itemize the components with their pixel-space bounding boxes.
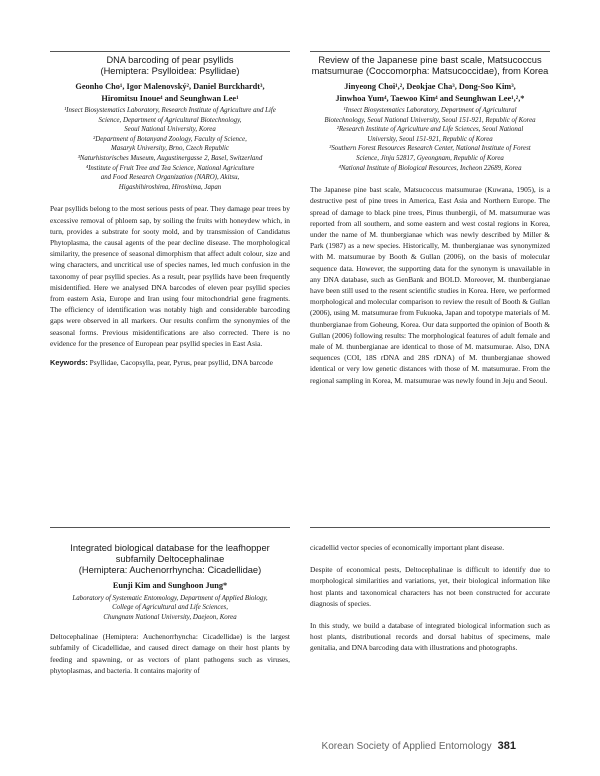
article-japanese-pine-bast-scale: [310, 55, 550, 386]
abstract-text: The Japanese pine bast scale, Matsucoccus matsumurae (Kuwana, 1905), is a destructive pest of pine trees in America, East Asia and Northern Europe. The spread of damage to black pine trees, Pinus thunbergii, of M. matsumurae was reported from all southern, and some eastern and west costal regions in Korea, under the name of M. thunbergianae which was newly described by Miller & Park (1987) as a new species. Historically, M. thunbergianae was synonymized with M. matsumurae by Booth & Gullan (2006), on the basis of molecular sequence data. However, the supporting data for the synonym is unavailable in any DNA database, such as GenBank and BOLD. Moreover, M. thunbergianae have been still used to the resent scientific studies in Korea. Here, we performed morphological and molecular comparison to review the result of Booth & Gullan (2006), using M. matsumurae from Fukuoka, Japan and topotype materials of M. thunbergianae from Goheung, Korea. Our data supported the opinion of Booth & Gullan (2006) following results: The morphological features of adult female and male of M. thunbergianae are identical to those of M. matsumurae. Also, DNA sequences (COI, 18S rDNA and 28S rDNA) of M. thunbergianae showed identical or very low genetic distances with those of M. matsumurae. From the regional sampling in Korea, M. matsumurae was newly found in Jeju and Seoul.: [310, 185, 550, 385]
abstract-paragraph: In this study, we build a database of integrated biological information such as host plants, distributional records and dorsal habitus of specimens, male genitalia, and DNA barcoding data with illustrations and photographs.: [310, 621, 550, 653]
top-rule-right: [310, 51, 550, 52]
title-line: Integrated biological database for the leafhopper: [70, 543, 270, 553]
affiliation-line: ³Naturhistorisches Museum, Augustinergasse 2, Basel, Switzerland: [77, 154, 263, 162]
affiliation-line: University, Seoul 151-921, Republic of Korea: [367, 135, 493, 143]
affiliation-line: ³Southern Forest Resources Research Center, National Institute of Forest: [329, 145, 531, 153]
article-leafhopper-database-continued: [310, 542, 550, 654]
affiliation-line: and Food Research Organization (NARO), Akitsu,: [100, 174, 240, 182]
title-line: matsumurae (Coccomorpha: Matsucoccidae), from Korea: [311, 66, 549, 76]
authors-line: Jinyeong Choi¹,², Deokjae Cha³, Dong-Soo Kim³,: [344, 82, 516, 91]
keywords: [50, 357, 290, 368]
article-title: [310, 55, 550, 77]
abstract-text: Pear psyllids belong to the most serious pests of pear. They damage pear trees by excessive removal of phloem sap, by soiling the fruits with honeydew which, in turn, provides a substrate for sooty mold, and by transmission of Candidatus Phytoplasma, the causal agents of the pear decline disease. The morphological similarity, the presence of seasonal dimorphism that affect adult colour, size and wing characters, and uncritical use of species names, led much confusion in the taxonomy of pear psyllid species. As a result, pear psyllids have been frequently misidentified. Here we analysed DNA barcodes of eleven pear psyllid species from eastern Asia, Europe and Iran using four mitochondrial gene fragments. The efficiency of identification was notably high and considerable barcoding gaps were observed in all markers. Our results confirm the synonymies of the seasonal forms. Previous misidentifications are also corrected. There is no evidence for the presence of European pear psyllid species in East Asia.: [50, 204, 290, 348]
article-title: [50, 55, 290, 77]
affiliation-line: ¹Insect Biosystematics Laboratory, Research Institute of Agriculture and Life: [64, 107, 276, 114]
affiliation-line: ⁴National Institute of Biological Resources, Incheon 22689, Korea: [338, 164, 522, 172]
author-list: [310, 81, 550, 104]
authors-line: Hiromitsu Inoue⁴ and Seunghwan Lee¹: [101, 93, 239, 103]
affiliations: [50, 594, 290, 623]
affiliation-line: ⁴Institute of Fruit Tree and Tea Science, National Agriculture: [85, 164, 255, 172]
abstract-text: Deltocephalinae (Hemiptera: Auchenorrhyncha: Cicadellidae) is the largest subfamily of Cicadellidae, and caused direct damage on their host plants by feeding and spawning, or as vectors of plant pathogens such as viruses, phytoplasmas, and bacteria. It contains majority of: [50, 632, 290, 675]
abstract: [50, 203, 290, 349]
mid-rule-left: [50, 527, 290, 528]
society-name: Korean Society of Applied Entomology: [321, 741, 492, 752]
authors-line: Geonho Cho¹, Igor Malenovský², Daniel Burckhardt³,: [75, 82, 265, 91]
abstract-paragraph: Despite of economical pests, Deltocephalinae is difficult to identify due to morphological similarities and variations, yet, their biological information like host plants and taxonomical characters has not been constructed for accurate diagnosis of species.: [310, 565, 550, 608]
author-list: [50, 81, 290, 104]
article-title: [50, 543, 290, 576]
affiliation-line: ²Department of Botanyand Zoology, Faculty of Science,: [93, 135, 247, 143]
abstract-continued: [310, 542, 550, 654]
affiliations: [310, 106, 550, 173]
title-line: DNA barcoding of pear psyllids: [106, 55, 234, 65]
page-number: 381: [497, 740, 516, 752]
author-list: [50, 580, 290, 592]
affiliation-line: ¹Insect Biosystematics Laboratory, Department of Agricultural: [343, 107, 517, 114]
authors-line: Eunji Kim and Sunghoon Jung*: [112, 581, 228, 590]
affiliation-line: Laboratory of Systematic Entomology, Department of Applied Biology,: [72, 594, 268, 602]
keywords-label: Keywords:: [50, 357, 88, 367]
title-line: subfamily Deltocephalinae: [115, 554, 225, 564]
title-line: (Hemiptera: Auchenorrhyncha: Cicadellidae): [78, 565, 262, 575]
mid-rule-right: [310, 527, 550, 528]
affiliation-line: Chungnam National University, Daejeon, Korea: [103, 613, 237, 621]
title-line: (Hemiptera: Psylloidea: Psyllidae): [100, 66, 240, 76]
affiliation-line: Masaryk University, Brno, Czech Republic: [111, 145, 229, 153]
abstract: [310, 184, 550, 386]
authors-line: Jinwhoa Yum⁴, Taewoo Kim⁴ and Seunghwan Lee¹,²,*: [335, 93, 525, 103]
affiliation-line: College of Agricultural and Life Sciences,: [112, 604, 228, 612]
affiliation-line: Biotechnology, Seoul National University, Seoul 151-921, Republic of Korea: [324, 116, 536, 124]
article-leafhopper-database: [50, 543, 290, 676]
top-rule-left: [50, 51, 290, 52]
affiliations: [50, 106, 290, 192]
abstract: [50, 631, 290, 676]
article-dna-barcoding-pear-psyllids: [50, 55, 290, 368]
affiliation-line: Higashihiroshima, Hiroshima, Japan: [118, 183, 222, 191]
affiliation-line: Science, Department of Agricultural Biotechnology,: [98, 116, 242, 124]
keywords-text: Psyllidae, Cacopsylla, pear, Pyrus, pear psyllid, DNA barcode: [89, 357, 273, 367]
page-footer: [322, 740, 516, 752]
abstract-text: cicadellid vector species of economically important plant disease.: [310, 543, 505, 552]
affiliation-line: ²Research Institute of Agriculture and Life Sciences, Seoul National: [336, 126, 524, 134]
affiliation-line: Science, Jinju 52817, Gyeongnam, Republic of Korea: [356, 154, 504, 162]
title-line: Review of the Japanese pine bast scale, Matsucoccus: [318, 55, 542, 65]
affiliation-line: Seoul National University, Korea: [124, 126, 216, 134]
